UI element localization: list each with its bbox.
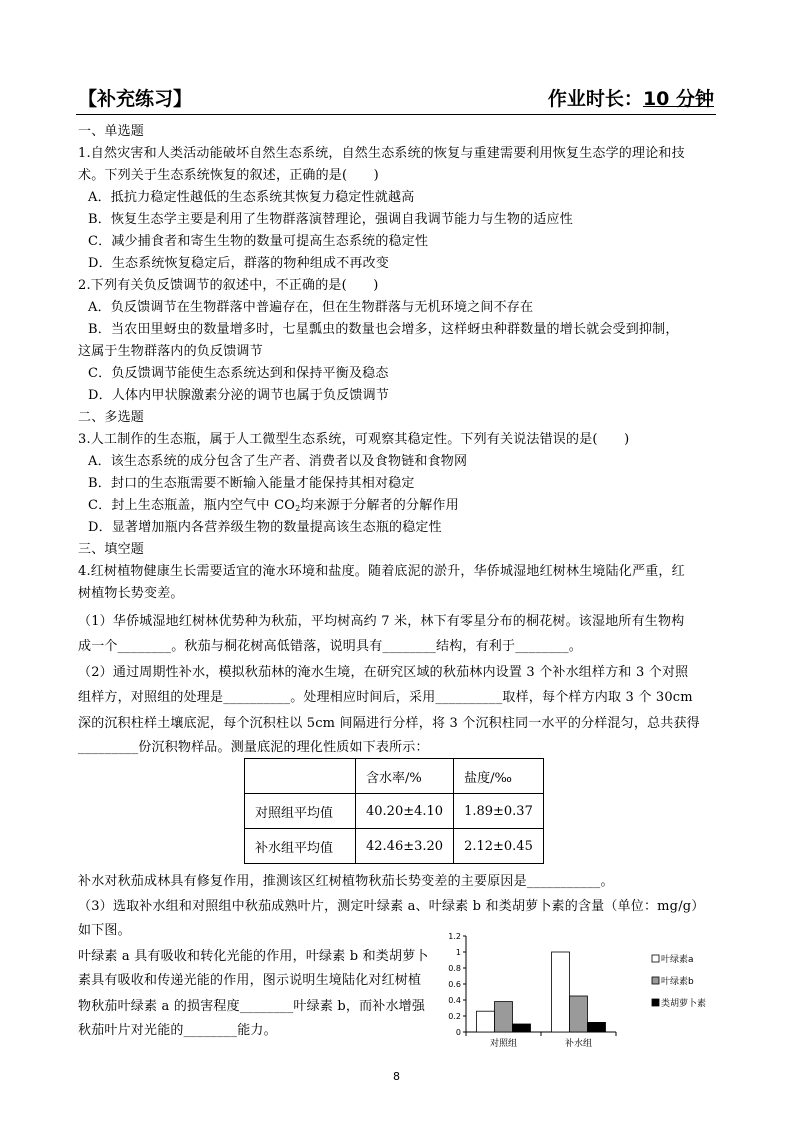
sediment-properties-table	[244, 758, 544, 864]
time-value: 10 分钟	[642, 88, 714, 110]
x-category-label: 对照组	[489, 1039, 518, 1049]
q4-part1-line2: 成一个________。秋茄与桐花树高低错落，说明具有________结构，有利于________。	[78, 639, 583, 654]
q4-part3-line1: （3）选取补水组和对照组中秋茄成熟叶片，测定叶绿素 a、叶绿素 b 和类胡萝卜素的含量（单位：mg/g）	[78, 899, 705, 914]
q2-option-b-line2: 这属于生物群落内的负反馈调节	[78, 344, 263, 359]
q4-part2-line1: （2）通过周期性补水，模拟秋茄林的淹水生境，在研究区域的秋茄林内设置 3 个补水组样方和 3 个对照	[78, 665, 689, 680]
chart-svg	[428, 928, 724, 1066]
q2-option-c: C．负反馈调节能使生态系统达到和保持平衡及稳态	[88, 366, 389, 381]
q3-option-c	[88, 497, 459, 518]
q1-stem-line2: 术。下列关于生态系统恢复的叙述，正确的是( )	[78, 168, 379, 183]
section-title: 【补充练习】	[78, 88, 193, 110]
q3-option-a: A．该生态系统的成分包含了生产者、消费者以及食物链和食物网	[88, 454, 468, 469]
q4-intro-line1: 4.红树植物健康生长需要适宜的淹水环境和盐度。随着底泥的淤升，华侨城湿地红树林生境陆化严重，红	[78, 564, 685, 579]
pigment-bar-chart	[428, 928, 724, 1066]
y-tick-label: 1.2	[448, 932, 461, 941]
table-row	[245, 829, 544, 864]
q2-option-b-line1: B．当农田里蚜虫的数量增多时，七星瓢虫的数量也会增多，这样蚜虫种群数量的增长就会受到抑制，	[88, 322, 679, 337]
y-tick-label: 1	[455, 948, 461, 957]
bar	[570, 996, 588, 1032]
bar	[477, 1011, 495, 1032]
table-row	[245, 794, 544, 829]
bar	[513, 1024, 531, 1032]
q3-option-b: B．封口的生态瓶需要不断输入能量才能保持其相对稳定	[88, 476, 415, 491]
table-cell: 1.89±0.37	[454, 794, 544, 829]
section-heading-multi: 二、多选题	[78, 410, 145, 425]
bar	[495, 1002, 513, 1032]
legend-label: 叶绿素a	[661, 955, 694, 965]
q3-option-c-text-end: 均来源于分解者的分解作用	[300, 498, 459, 513]
time-label: 作业时长：	[547, 88, 643, 110]
legend-swatch	[652, 977, 659, 984]
q4-part3-line4: 素具有吸收和传递光能的作用，图示说明生境陆化对红树植	[78, 973, 422, 988]
legend-swatch	[652, 955, 659, 962]
header	[78, 84, 718, 114]
q2-option-d: D．人体内甲状腺激素分泌的调节也属于负反馈调节	[88, 388, 390, 403]
q4-part3-line5: 物秋茄叶绿素 a 的损害程度________叶绿素 b，而补水增强	[78, 999, 426, 1014]
q1-option-c: C．减少捕食者和寄生生物的数量可提高生态系统的稳定性	[88, 234, 429, 249]
q4-part3-line6: 秋茄叶片对光能的________能力。	[78, 1023, 277, 1038]
header-divider	[76, 114, 716, 115]
y-tick-label: 0	[455, 1028, 461, 1037]
legend-label: 类胡萝卜素	[661, 999, 707, 1009]
co2-subscript: 2	[295, 504, 301, 513]
legend-label: 叶绿素b	[661, 977, 694, 987]
table-cell: 对照组平均值	[245, 794, 356, 829]
q1-option-b: B．恢复生态学主要是利用了生物群落演替理论，强调自我调节能力与生物的适应性	[88, 212, 573, 227]
q3-stem: 3.人工制作的生态瓶，属于人工微型生态系统，可观察其稳定性。下列有关说法错误的是( )	[78, 432, 630, 447]
y-tick-label: 0.6	[448, 980, 461, 989]
y-tick-label: 0.4	[448, 996, 461, 1005]
page-number: 8	[393, 1070, 400, 1083]
q3-option-d: D．显著增加瓶内各营养级生物的数量提高该生态瓶的稳定性	[88, 520, 442, 535]
table-header-row	[245, 759, 544, 794]
q1-stem-line1: 1.自然灾害和人类活动能破坏自然生态系统，自然生态系统的恢复与重建需要利用恢复生态学的理论和技	[78, 146, 685, 161]
q4-after-table: 补水对秋茄成林具有修复作用，推测该区红树植物秋茄长势变差的主要原因是___________。	[78, 874, 614, 889]
legend-swatch	[652, 999, 659, 1006]
q4-part1-line1: （1）华侨城湿地红树林优势种为秋茄，平均树高约 7 米，林下有零星分布的桐花树。该湿地所有生物构	[78, 614, 685, 629]
table-cell: 补水组平均值	[245, 829, 356, 864]
q3-option-c-text: C．封上生态瓶盖，瓶内空气中 CO	[88, 498, 296, 513]
table-header-cell	[245, 759, 356, 794]
y-tick-label: 0.2	[448, 1012, 461, 1021]
x-category-label: 补水组	[564, 1039, 593, 1049]
table-header-cell: 含水率/%	[356, 759, 454, 794]
q4-part2-line3: 深的沉积柱样土壤底泥，每个沉积柱以 5cm 间隔进行分样，将 3 个沉积柱同一水平的分样混匀，总共获得	[78, 716, 700, 731]
time-allotment	[548, 84, 714, 111]
q4-part2-line4: _________份沉积物样品。测量底泥的理化性质如下表所示：	[78, 740, 429, 755]
table-cell: 40.20±4.10	[356, 794, 454, 829]
q4-part3-line2: 如下图。	[78, 923, 131, 938]
section-heading-fill: 三、填空题	[78, 542, 145, 557]
section-heading-single: 一、单选题	[78, 124, 145, 139]
q4-part3-line3: 叶绿素 a 具有吸收和转化光能的作用，叶绿素 b 和类胡萝卜	[78, 949, 429, 964]
bar	[588, 1022, 606, 1032]
q2-option-a: A．负反馈调节在生物群落中普遍存在，但在生物群落与无机环境之间不存在	[88, 300, 534, 315]
q1-option-d: D．生态系统恢复稳定后，群落的物种组成不再改变	[88, 256, 390, 271]
table-header-cell: 盐度/‰	[454, 759, 544, 794]
table-cell: 42.46±3.20	[356, 829, 454, 864]
q4-part2-line2: 组样方，对照组的处理是__________。处理相应时间后，采用__________取样，每个样方内取 3 个 30cm	[78, 690, 693, 705]
table-cell: 2.12±0.45	[454, 829, 544, 864]
y-tick-label: 0.8	[448, 964, 461, 973]
q1-option-a: A．抵抗力稳定性越低的生态系统其恢复力稳定性就越高	[88, 190, 415, 205]
bar	[552, 952, 570, 1032]
q2-stem: 2.下列有关负反馈调节的叙述中，不正确的是( )	[78, 278, 379, 293]
q4-intro-line2: 树植物长势变差。	[78, 586, 184, 601]
